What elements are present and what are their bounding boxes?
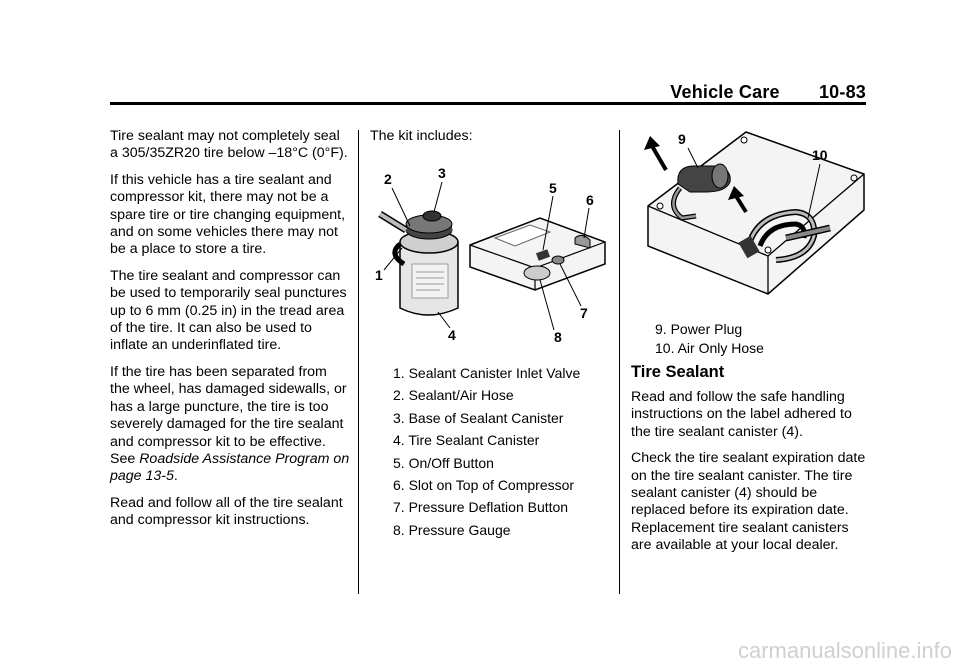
list-item: 8. Pressure Gauge xyxy=(393,521,511,538)
list-item: 3. Base of Sealant Canister xyxy=(393,409,564,426)
callout-2: 2 xyxy=(384,171,392,187)
list-item: 5. On/Off Button xyxy=(393,454,494,471)
list-item: 7. Pressure Deflation Button xyxy=(393,499,569,516)
list-item: 6. Slot on Top of Compressor xyxy=(393,476,575,493)
list-item: 1. Sealant Canister Inlet Valve xyxy=(393,365,581,381)
kit-parts-list xyxy=(393,365,580,544)
callout-1: 1 xyxy=(375,267,383,283)
paragraph: If this vehicle has a tire sealant and compressor kit, there may not be a spare tire or tire changing equipment, and on some vehicles there may not be a place to store a tire. xyxy=(110,171,346,258)
cross-reference-link[interactable]: Roadside Assistance Program on page 13-5 xyxy=(110,450,350,485)
callout-8: 8 xyxy=(554,329,562,345)
callout-9: 9 xyxy=(678,131,686,147)
page-number: 10-83 xyxy=(818,82,866,102)
paragraph: Tire sealant may not completely seal a 305/35ZR20 tire below –18°C (0°F). xyxy=(110,128,348,162)
column-divider-2 xyxy=(619,130,620,594)
column-1 xyxy=(110,128,350,539)
page-header xyxy=(670,82,866,103)
compressor-drawing xyxy=(636,126,868,318)
callout-4: 4 xyxy=(448,327,456,343)
callout-6: 6 xyxy=(586,192,594,208)
list-item: 9. Power Plug xyxy=(655,321,743,337)
paragraph: The tire sealant and compressor can be used to temporarily seal punctures up to 6 mm (0.25 in) in the tread area of the tire. It can also be used to inflate an underinflated tire. xyxy=(110,267,347,354)
kit-drawing xyxy=(370,160,615,345)
paragraph: Read and follow all of the tire sealant and compressor kit instructions. xyxy=(110,494,343,529)
callout-7: 7 xyxy=(580,305,588,321)
watermark: carmanualsonline.info xyxy=(737,638,952,663)
callout-10: 10 xyxy=(812,147,828,163)
paragraph xyxy=(110,364,350,486)
kit-illustration xyxy=(370,160,615,350)
list-item: 10. Air Only Hose xyxy=(655,340,764,356)
list-item: 4. Tire Sealant Canister xyxy=(393,432,540,449)
callout-3: 3 xyxy=(438,165,446,181)
list-item: 2. Sealant/Air Hose xyxy=(393,387,514,404)
paragraph-text: If the tire has been separated from the wheel, has damaged sidewalls, or has a large puncture, the tire is too severely damaged for the tire sealant and compressor kit to be effective. See xyxy=(110,363,347,467)
paragraph: The kit includes: xyxy=(370,128,473,144)
header-rule xyxy=(110,102,866,105)
paragraph: Read and follow the safe handling instructions on the label adhered to the tire sealant canister (4). xyxy=(631,389,852,440)
paragraph-end: . xyxy=(173,468,178,485)
column-2 xyxy=(370,128,610,154)
column-3-text xyxy=(631,389,866,564)
column-divider-1 xyxy=(358,130,359,594)
section-title: Vehicle Care xyxy=(670,82,780,102)
compressor-parts-list xyxy=(655,321,764,359)
section-heading: Tire Sealant xyxy=(631,363,725,381)
paragraph: Check the tire sealant expiration date on the tire sealant canister. The tire sealant canister (4) should be replaced before its expiration date. Replacement tire sealant canisters are available at your local dealer. xyxy=(631,450,866,554)
callout-5: 5 xyxy=(549,180,557,196)
compressor-illustration xyxy=(636,126,868,323)
